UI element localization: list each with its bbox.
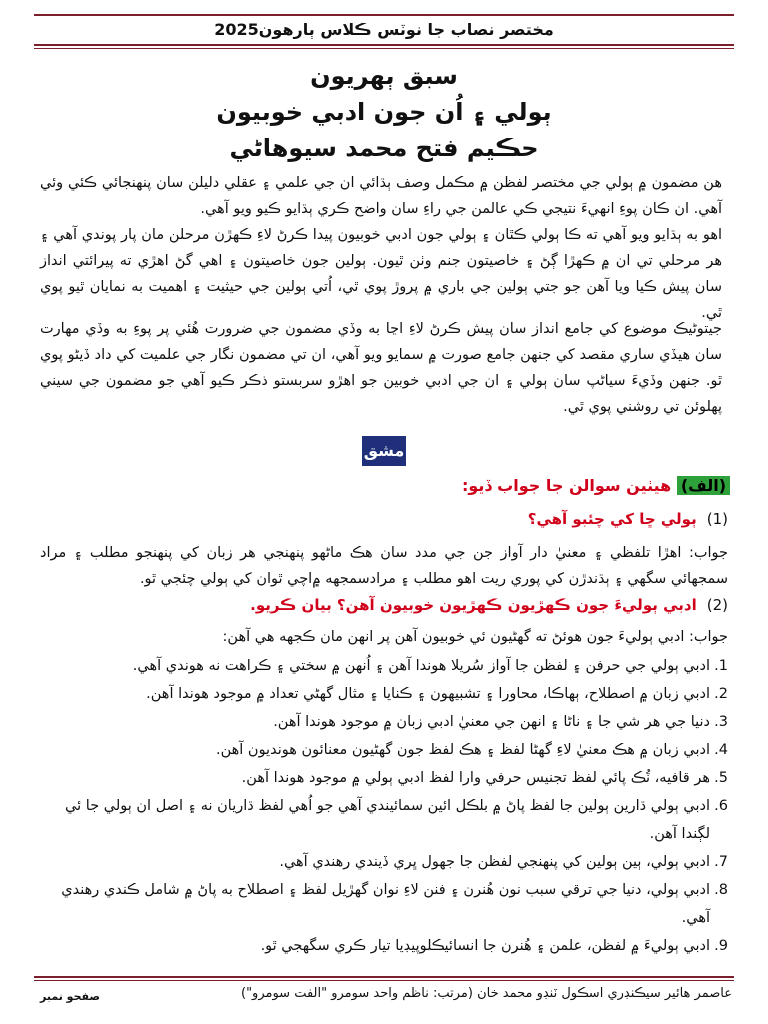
question-2: [250, 596, 728, 614]
answer-2-intro: جواب: ادبي ٻوليءَ جون هوئڻ ته گهڻيون ئي خوبيون آهن پر انهن مان ڪجهه هي آهن:: [222, 629, 728, 645]
footer-rule: [34, 976, 734, 978]
lesson-title: ٻولي ۽ اُن جون ادبي خوبيون: [216, 98, 552, 126]
footer-school: عاصمر هائير سيڪنڊري اسڪول ٽنڊو محمد خان (مرتب: ناظم واحد سومرو "الفت سومرو"): [241, 986, 732, 1001]
intro-paragraph-3: جيتوڻيڪ موضوع کي جامع انداز سان پيش ڪرڻ لاءِ اڃا به وڏي مضمون جي ضرورت هُئي پر پوءِ به وڏي مهارت سان هيڏي ساري مقصد کي جنهن جامع صورت ۾ سمايو ويو آهي، ان تي مضمون نگار جي علميت کي داد ڏيڻو پوي ٿو. جنهن وڏيءَ سياڻپ سان ٻولي ۽ ان جي ادبي خوبين جو اهڙو سربستو ذڪر ڪيو آهي جو مضمون جي سيني پهلوئن تي روشني پوي ٿي.: [40, 321, 722, 415]
intro-paragraph-1: هن مضمون ۾ ٻولي جي مختصر لفظن ۾ مڪمل وصف ٻڌائي ان جي علمي ۽ عقلي دليلن سان پنهنجائي ڪئي وئي آهي. ان ڪان پوءِ انهيءَ نتيجي ڪي عالمن جي راءِ سان واضح ڪري ٻڌايو ڪيو ويو آهي.: [40, 175, 722, 217]
list-item: 3. دنيا جي هر شي جا ۽ ناڻا ۽ انهن جي معنيٰ ادبي زبان ۾ موجود هوندا آهن.: [273, 714, 728, 730]
part-a-text: هيٺين سوالن جا جواب ڏيو:: [462, 476, 677, 495]
footer-rule-thin: [34, 980, 734, 981]
answer-2-list: [40, 652, 728, 960]
list-item: 8. ادبي ٻولي، دنيا جي ترقي سبب نون هُنرن ۽ فنن لاءِ نوان گهڙيل لفظ ۽ اصطلاح به پاڻ ۾ شامل ڪندي رهندي آهي.: [61, 882, 728, 926]
answer-1: جواب: اهڙا تلفظي ۽ معنيٰ دار آواز جن جي مدد سان هڪ ماڻهو پنهنجي هر زبان کي پنهنجو مطلب ۽ مراد سمجهائي سگهي ۽ ٻڌندڙن کي پوري ريت اهو مطلب ۽ مرادسمجهه ۾اچي ٿوان کي ٻولي چئجي ٿو.: [40, 545, 728, 587]
question-1-text: ٻولي ڇا کي چئبو آهي؟: [527, 510, 697, 528]
header-title: مختصر نصاب جا نوٽس ڪلاس ٻارهون2025: [214, 20, 554, 39]
part-a-tag: (الف): [677, 476, 730, 495]
lesson-author: حڪيم فتح محمد سيوهاڻي: [229, 134, 539, 162]
question-2-text: ادبي ٻوليءَ جون ڪهڙيون ڪهڙيون خوبيون آهن؟ بيان ڪريو.: [250, 596, 697, 614]
part-a-heading: [462, 476, 730, 495]
list-item: 7. ادبي ٻولي، ٻين ٻولين کي پنهنجي لفظن جا جهول ڀري ڏيندي رهندي آهي.: [279, 854, 728, 870]
header-top-rule: [34, 14, 734, 16]
header-bottom-rule-thin: [34, 48, 734, 49]
header-bottom-rule: [34, 44, 734, 46]
lesson-number: سبق ٻهريون: [310, 62, 458, 90]
question-1-number: (1): [706, 510, 728, 528]
list-item: 5. هر قافيه، ٽُڪ پائي لفظ تجنيس حرفي وارا لفظ ادبي ٻولي ۾ موجود هوندا آهن.: [241, 770, 728, 786]
list-item: 6. ادبي ٻولي ڌارين ٻولين جا لفظ پاڻ ۾ بلڪل ائين سمائيندي آهي جو اُهي لفظ ڌاريان نه ۽ اصل ان ٻولي جا ئي لڳندا آهن.: [65, 798, 728, 842]
intro-paragraph-2: اهو به ٻڌايو ويو آهي ته ڪا ٻولي ڪٿان ۽ ٻولي جون ادبي خوبيون پيدا ڪرڻ لاءِ ڪهڙن مرحلن مان پار پوندي آهي ۽ هر مرحلي تي ان ۾ ڪهڙا ڳڻ ۽ خاصيتون جنم وٺن ٿيون. ٻولين جون خاصيتون ۽ اهي گڻ اهڙي ته پيرائتي انداز سان پيش ڪيا ويا آهن جو جتي ٻولين جي باري ۾ پروڙ پوي ٿي، اُتي ٻولين جي حيثيت ۽ اهميت به نمايان ٿيو پوي ٿي.: [40, 227, 722, 321]
footer-page-label: صفحو نمبر: [40, 990, 101, 1003]
list-item: 2. ادبي زبان ۾ اصطلاح، ٻهاڪا، محاورا ۽ تشبيهون ۽ ڪنايا ۽ مثال گهڻي تعداد ۾ موجود هوندا آهن.: [146, 686, 728, 702]
list-item: 1. ادبي ٻولي جي حرفن ۽ لفظن جا آواز سُريلا هوندا آهن ۽ اُنهن ۾ سختي ۽ ڪراهت نه هوندي آهي.: [132, 658, 728, 674]
question-2-number: (2): [706, 596, 728, 614]
exercise-label: مشق: [362, 436, 406, 466]
question-1: [528, 510, 728, 528]
list-item: 9. ادبي ٻوليءَ ۾ لفظن، علمن ۽ هُنرن جا انسائيڪلوپيڊيا تيار ڪري سگهجي ٿو.: [260, 938, 728, 954]
list-item: 4. ادبي زبان ۾ هڪ معنيٰ لاءِ گهڻا لفظ ۽ هڪ لفظ جون گهڻيون معنائون هونديون آهن.: [215, 742, 728, 758]
